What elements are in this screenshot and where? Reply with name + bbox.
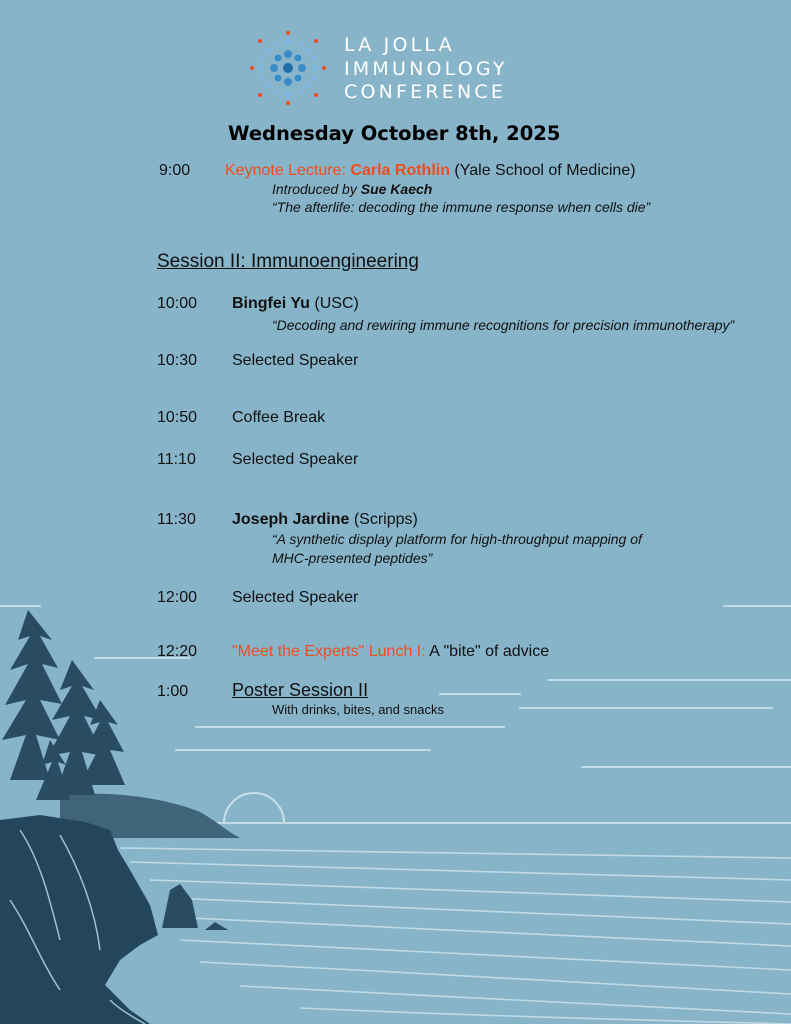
session-title: Session II: Immunoengineering [157,251,419,272]
slot-time: 12:20 [157,643,198,660]
poster-session-subtitle: With drinks, bites, and snacks [272,702,444,717]
keynote-time: 9:00 [159,162,191,179]
keynote-speaker: Carla Rothlin [350,162,450,179]
conference-name [344,34,508,105]
speaker-name: Joseph Jardine [232,511,350,528]
keynote-label: Keynote Lecture: [225,162,351,179]
logo-line-1: LA JOLLA [344,34,455,56]
poster-session-title: Poster Session II [232,680,369,700]
lunch-text: A "bite" of advice [429,643,550,660]
logo-line-3: CONFERENCE [344,81,507,103]
slot-speaker-line [232,295,359,313]
logo-line-2: IMMUNOLOGY [344,57,508,80]
speaker-name: Bingfei Yu [232,295,310,312]
lunch-line [232,643,549,661]
slot-time: 12:00 [157,589,198,606]
slot-time: 10:50 [157,409,198,426]
keynote-line [225,162,636,180]
lunch-highlight: "Meet the Experts" Lunch I: [232,643,430,660]
slot-time: 11:30 [157,511,196,528]
conference-logo [248,30,538,108]
talk-title: “Decoding and rewiring immune recognitions for precision immunotherapy” [272,317,735,333]
intro-name: Sue Kaech [360,181,433,197]
keynote-intro [272,181,432,197]
slot-text: Selected Speaker [232,451,359,468]
slot-time: 10:00 [157,295,198,312]
slot-time: 11:10 [157,451,196,468]
speaker-affiliation: (Scripps) [349,511,418,528]
talk-title-line-1: “A synthetic display platform for high-throughput mapping of [272,531,642,547]
slot-text: Selected Speaker [232,589,359,606]
slot-time: 10:30 [157,352,198,369]
keynote-affiliation: (Yale School of Medicine) [449,162,636,179]
talk-title-line-2: MHC-presented peptides” [272,550,433,566]
intro-prefix: Introduced by [272,181,361,197]
slot-speaker-line [232,511,418,529]
speaker-affiliation: (USC) [309,295,359,312]
keynote-talk-title: “The afterlife: decoding the immune response when cells die” [272,199,651,215]
immune-cell-burst-icon [248,30,328,110]
day-title: Wednesday October 8th, 2025 [228,122,561,145]
slot-text: Coffee Break [232,409,326,426]
slot-time: 1:00 [157,683,189,700]
slot-text: Selected Speaker [232,352,359,369]
